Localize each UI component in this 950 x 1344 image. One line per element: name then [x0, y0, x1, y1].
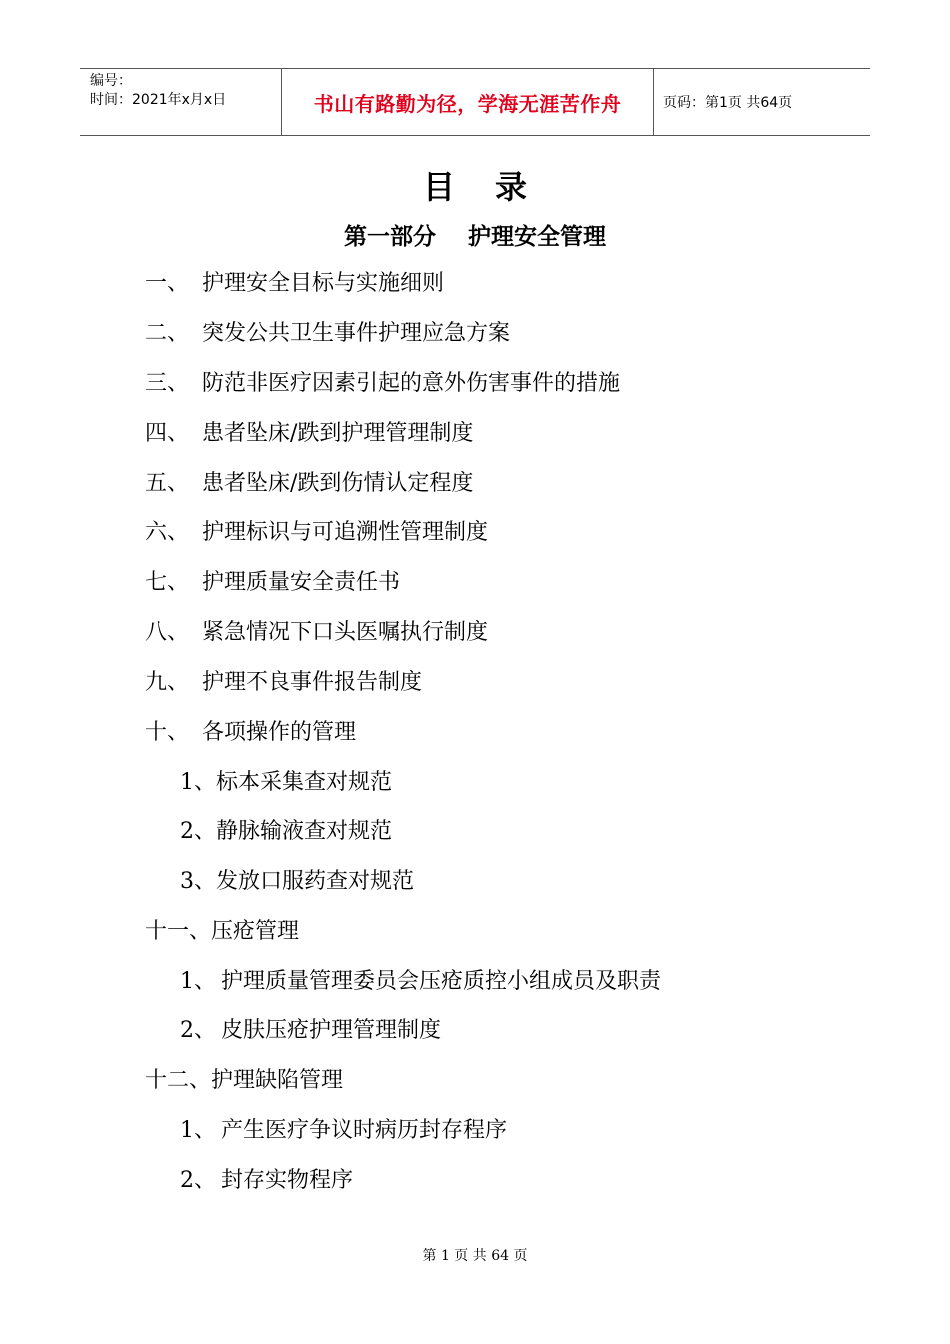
toc-item-text: 护理质量管理委员会压疮质控小组成员及职责: [221, 969, 662, 994]
toc-item-text: 护理安全目标与实施细则: [202, 271, 445, 296]
page-footer: 第 1 页 共 64 页: [422, 1248, 528, 1264]
toc-item[interactable]: [145, 469, 473, 499]
toc-item-number: 1、: [180, 1118, 216, 1143]
toc-item-number: 四、: [145, 421, 190, 446]
toc-item[interactable]: [145, 319, 510, 349]
toc-item-number: 2、: [180, 1168, 216, 1193]
section-title: 第一部分 护理安全管理: [343, 224, 607, 250]
toc-item[interactable]: [145, 269, 444, 299]
page-header: [80, 68, 870, 136]
toc-item-text: 患者坠床/跌到护理管理制度: [202, 421, 474, 446]
toc-item-text: 皮肤压疮护理管理制度: [221, 1018, 442, 1043]
toc-item-number: 二、: [145, 321, 190, 346]
toc-item-text: 护理质量安全责任书: [202, 570, 401, 595]
toc-item[interactable]: [145, 369, 620, 399]
toc-item[interactable]: [145, 668, 422, 698]
toc-item-number: 八、: [145, 620, 190, 645]
header-meta: [80, 69, 282, 135]
toc-item-text: 封存实物程序: [221, 1168, 354, 1193]
toc-item-text: 护理缺陷管理: [211, 1068, 344, 1093]
toc-item-text: 产生医疗争议时病历封存程序: [221, 1118, 508, 1143]
header-motto-cell: [282, 69, 654, 135]
toc-item-text: 压疮管理: [211, 919, 300, 944]
toc-item[interactable]: [145, 518, 488, 548]
toc-item-number: 六、: [145, 520, 190, 545]
toc-item-number: 五、: [145, 471, 190, 496]
toc-item-number: 2、: [180, 1018, 216, 1043]
toc-item-text: 紧急情况下口头医嘱执行制度: [202, 620, 489, 645]
toc-item-number: 十一、: [145, 919, 212, 944]
header-number-label: 编号：: [90, 73, 132, 89]
toc-item[interactable]: [145, 1066, 343, 1096]
toc-item-number: 一、: [145, 271, 190, 296]
header-motto: 书山有路勤为径，学海无涯苦作舟: [313, 91, 622, 116]
toc-item-text: 突发公共卫生事件护理应急方案: [202, 321, 511, 346]
toc-subitem[interactable]: [180, 817, 392, 847]
toc-item-text: 防范非医疗因素引起的意外伤害事件的措施: [202, 371, 621, 396]
toc-item-number: 三、: [145, 371, 190, 396]
toc-item-text: 护理不良事件报告制度: [202, 670, 423, 695]
header-date: 时间：2021年x月x日: [90, 92, 227, 108]
toc-item-text: 标本采集查对规范: [216, 770, 393, 795]
toc-item[interactable]: [145, 917, 299, 947]
toc-item-number: 3、: [180, 869, 216, 894]
toc-item-number: 十、: [145, 720, 190, 745]
toc-item-number: 九、: [145, 670, 190, 695]
toc-subitem[interactable]: [180, 1166, 353, 1196]
toc-item-number: 七、: [145, 570, 190, 595]
toc-subitem[interactable]: [180, 867, 414, 897]
toc-item-text: 护理标识与可追溯性管理制度: [202, 520, 489, 545]
toc-item[interactable]: [145, 718, 356, 748]
toc-item-number: 十二、: [145, 1068, 212, 1093]
header-page-info: 页码：第1页 共64页: [663, 95, 793, 111]
toc-subitem[interactable]: [180, 967, 661, 997]
toc-item[interactable]: [145, 419, 473, 449]
toc-subitem[interactable]: [180, 768, 392, 798]
toc-item-number: 2、: [180, 819, 216, 844]
toc-item-text: 发放口服药查对规范: [216, 869, 415, 894]
page-title: 目录: [422, 168, 567, 206]
toc-item-text: 静脉输液查对规范: [216, 819, 393, 844]
toc-item-text: 患者坠床/跌到伤情认定程度: [202, 471, 474, 496]
toc-item-number: 1、: [180, 969, 216, 994]
toc-item[interactable]: [145, 568, 400, 598]
toc-item-text: 各项操作的管理: [202, 720, 357, 745]
toc-item[interactable]: [145, 618, 488, 648]
toc-subitem[interactable]: [180, 1116, 507, 1146]
toc-item-number: 1、: [180, 770, 216, 795]
toc-subitem[interactable]: [180, 1016, 441, 1046]
